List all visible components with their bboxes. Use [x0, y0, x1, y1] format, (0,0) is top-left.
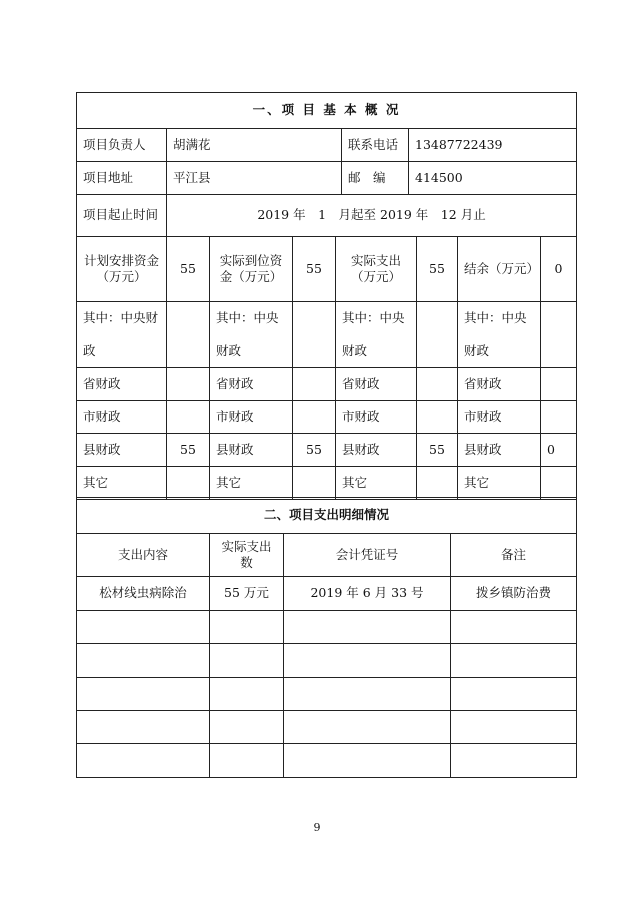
- breakdown-label: 市财政: [458, 401, 541, 434]
- planned-funds-label: 计划安排资金（万元）: [77, 237, 167, 302]
- leader-label: 项目负责人: [77, 129, 167, 162]
- actual-spend-value: 55: [417, 237, 458, 302]
- remarks: [451, 644, 577, 678]
- expense-content: [77, 644, 210, 678]
- expense-amount: [210, 711, 284, 744]
- postcode-label: 邮 编: [342, 162, 409, 195]
- breakdown-value: [167, 467, 210, 500]
- page-number: 9: [313, 821, 321, 834]
- breakdown-value: [541, 368, 577, 401]
- table-row: [77, 644, 577, 678]
- expense-content: [77, 744, 210, 778]
- remarks: [451, 744, 577, 778]
- breakdown-label: 市财政: [77, 401, 167, 434]
- expense-amount: [210, 744, 284, 778]
- breakdown-label: 其中：中央财政: [336, 302, 417, 368]
- breakdown-label: 县财政: [336, 434, 417, 467]
- breakdown-row: [77, 434, 577, 467]
- breakdown-value: [417, 368, 458, 401]
- breakdown-label: 市财政: [336, 401, 417, 434]
- table-row: [77, 744, 577, 778]
- section2-title: 二、项目支出明细情况: [77, 498, 577, 534]
- expense-amount: [210, 678, 284, 711]
- breakdown-label: 县财政: [210, 434, 293, 467]
- voucher-number: [284, 744, 451, 778]
- breakdown-label: 其中：中央财政: [77, 302, 167, 368]
- breakdown-value: 55: [167, 434, 210, 467]
- balance-label: 结余（万元）: [458, 237, 541, 302]
- breakdown-value: 55: [417, 434, 458, 467]
- postcode-value: 414500: [409, 162, 577, 195]
- voucher-number: [284, 644, 451, 678]
- breakdown-label: 其中：中央财政: [210, 302, 293, 368]
- breakdown-label: 市财政: [210, 401, 293, 434]
- voucher-number: [284, 678, 451, 711]
- planned-funds-value: 55: [167, 237, 210, 302]
- phone-value: 13487722439: [409, 129, 577, 162]
- project-overview-table: [76, 92, 577, 237]
- breakdown-value: [167, 401, 210, 434]
- expense-content: [77, 611, 210, 644]
- column-header: 备注: [451, 534, 577, 577]
- expense-amount: [210, 611, 284, 644]
- column-header: 实际支出数: [210, 534, 284, 577]
- breakdown-value: [293, 368, 336, 401]
- remarks: [451, 611, 577, 644]
- leader-value: 胡满花: [167, 129, 342, 162]
- breakdown-value: [417, 302, 458, 368]
- breakdown-row: [77, 401, 577, 434]
- funds-table: [76, 236, 577, 500]
- breakdown-value: [541, 401, 577, 434]
- breakdown-value: [293, 302, 336, 368]
- breakdown-value: 55: [293, 434, 336, 467]
- period-value: 2019 年 1 月起至 2019 年 12 月止: [167, 195, 577, 237]
- column-header: 支出内容: [77, 534, 210, 577]
- breakdown-value: [293, 401, 336, 434]
- address-value: 平江县: [167, 162, 342, 195]
- table-row: [77, 711, 577, 744]
- expense-content: [77, 678, 210, 711]
- breakdown-row: [77, 368, 577, 401]
- breakdown-value: [167, 302, 210, 368]
- section1-title: 一、项 目 基 本 概 况: [77, 93, 577, 129]
- received-funds-value: 55: [293, 237, 336, 302]
- voucher-number: [284, 611, 451, 644]
- balance-value: 0: [541, 237, 577, 302]
- address-label: 项目地址: [77, 162, 167, 195]
- remarks: 拨乡镇防治费: [451, 577, 577, 611]
- breakdown-row: [77, 467, 577, 500]
- actual-spend-label: 实际支出（万元）: [336, 237, 417, 302]
- breakdown-value: [417, 401, 458, 434]
- expenditure-detail-table: [76, 497, 577, 778]
- breakdown-label: 省财政: [458, 368, 541, 401]
- breakdown-label: 其它: [336, 467, 417, 500]
- breakdown-value: [541, 467, 577, 500]
- breakdown-value: [541, 302, 577, 368]
- breakdown-label: 省财政: [77, 368, 167, 401]
- phone-label: 联系电话: [342, 129, 409, 162]
- breakdown-label: 其它: [458, 467, 541, 500]
- breakdown-value: [417, 467, 458, 500]
- breakdown-label: 其它: [77, 467, 167, 500]
- breakdown-label: 其中：中央财政: [458, 302, 541, 368]
- voucher-number: [284, 711, 451, 744]
- period-label: 项目起止时间: [77, 195, 167, 237]
- table-row: [77, 577, 577, 611]
- column-header: 会计凭证号: [284, 534, 451, 577]
- table-row: [77, 611, 577, 644]
- expense-amount: [210, 644, 284, 678]
- breakdown-label: 省财政: [210, 368, 293, 401]
- breakdown-value: [167, 368, 210, 401]
- breakdown-label: 其它: [210, 467, 293, 500]
- voucher-number: 2019 年 6 月 33 号: [284, 577, 451, 611]
- breakdown-label: 省财政: [336, 368, 417, 401]
- expense-amount: 55 万元: [210, 577, 284, 611]
- expense-content: 松材线虫病除治: [77, 577, 210, 611]
- breakdown-row: [77, 302, 577, 368]
- remarks: [451, 678, 577, 711]
- received-funds-label: 实际到位资金（万元）: [210, 237, 293, 302]
- breakdown-value: [293, 467, 336, 500]
- table-row: [77, 678, 577, 711]
- breakdown-label: 县财政: [77, 434, 167, 467]
- expense-content: [77, 711, 210, 744]
- remarks: [451, 711, 577, 744]
- breakdown-label: 县财政: [458, 434, 541, 467]
- breakdown-value: 0: [541, 434, 577, 467]
